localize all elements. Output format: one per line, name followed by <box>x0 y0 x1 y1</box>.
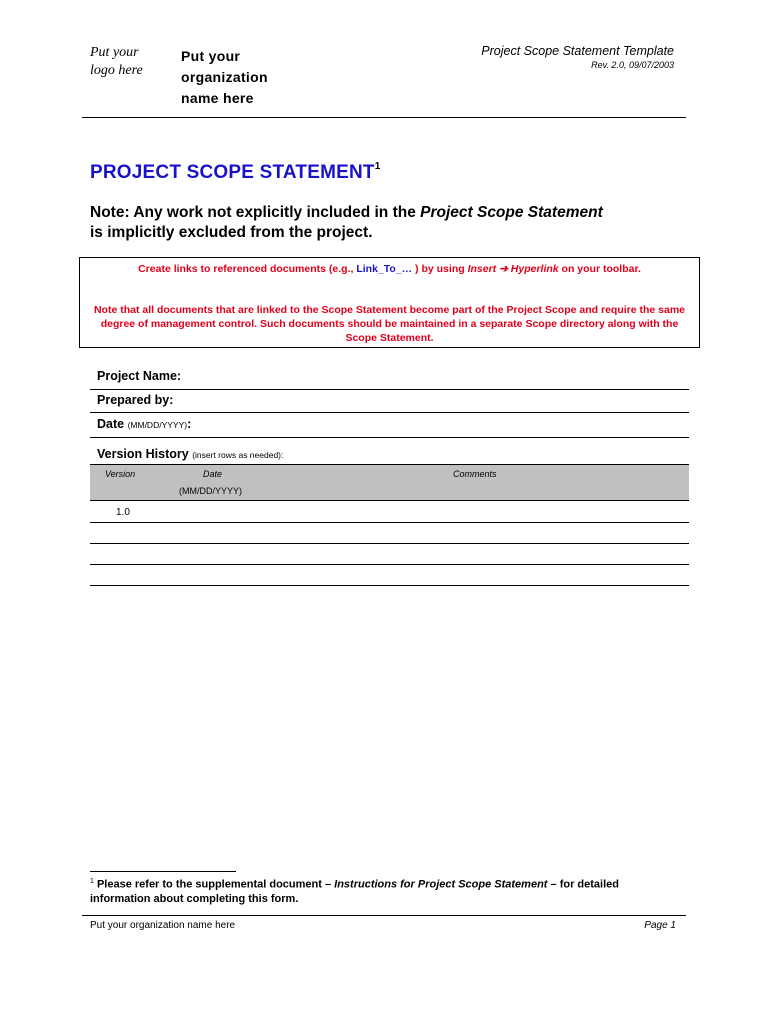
version-column-header: Version <box>105 469 136 479</box>
footnote-text-b: – for detailed information about completing this form. <box>90 878 619 905</box>
org-line-2: organization <box>181 69 268 85</box>
row-2-divider <box>90 543 689 544</box>
date-field[interactable] <box>90 437 689 438</box>
logo-line-1: Put your <box>90 45 139 60</box>
note-prefix: Note: Any work not explicitly included in the <box>90 204 421 221</box>
project-name-label: Project Name: <box>97 369 182 383</box>
footnote-separator <box>90 871 236 872</box>
footer-divider <box>82 915 686 916</box>
insert-hyperlink-menu-path: Insert ➔ Hyperlink <box>467 263 559 275</box>
date-colon: : <box>187 417 192 431</box>
project-name-field[interactable] <box>90 389 689 390</box>
instructions-text-b: ) by using <box>412 263 468 275</box>
date-format-hint: (MM/DD/YYYY) <box>127 420 188 430</box>
logo-line-2: logo here <box>90 63 143 78</box>
row-1-version[interactable]: 1.0 <box>116 507 130 518</box>
revision-info: Rev. 2.0, 09/07/2003 <box>591 60 674 70</box>
page-number: Page 1 <box>644 920 676 931</box>
header-divider <box>82 117 686 118</box>
footnote-reference: 1 <box>374 160 381 172</box>
version-history-text: Version History <box>97 447 189 461</box>
footnote-text-a: Please refer to the supplemental document – <box>93 878 335 891</box>
date-column-format: (MM/DD/YYYY) <box>179 486 242 496</box>
prepared-by-label: Prepared by: <box>97 393 174 407</box>
footnote-mark: 1 <box>90 878 94 885</box>
row-4-divider <box>90 585 689 586</box>
instructions-box <box>79 257 700 348</box>
footnote <box>90 875 670 906</box>
prepared-by-field[interactable] <box>90 412 689 413</box>
comments-column-header: Comments <box>453 469 497 479</box>
date-column-header: Date <box>203 469 223 479</box>
template-title: Project Scope Statement Template <box>481 44 674 58</box>
instructions-paragraph: Note that all documents that are linked to the Scope Statement become part of the Project Scope and require the same degree of management control. Such documents should be maintained in a separate Scope directory along with the Scope Statement. <box>93 304 686 344</box>
version-table-header <box>90 464 689 501</box>
date-label <box>97 417 191 431</box>
version-history-hint: (insert rows as needed): <box>192 450 284 460</box>
footnote-document-title: Instructions for Project Scope Statement <box>334 878 548 891</box>
logo-placeholder <box>90 44 143 80</box>
page-title <box>90 162 380 184</box>
date-label-text: Date <box>97 417 125 431</box>
note-emphasis: Project Scope Statement <box>420 204 603 221</box>
scope-note <box>90 203 690 243</box>
instructions-text-a: Create links to referenced documents (e.g., <box>138 263 357 275</box>
instructions-line-1 <box>80 263 699 275</box>
organization-name <box>181 46 268 109</box>
footer-organization: Put your organization name here <box>90 920 236 931</box>
instructions-text-c: on your toolbar. <box>558 263 641 275</box>
row-3-divider <box>90 564 689 565</box>
example-link[interactable]: Link_To_… <box>356 263 413 275</box>
note-suffix: is implicitly excluded from the project. <box>90 224 373 241</box>
row-1-divider <box>90 522 689 523</box>
org-line-3: name here <box>181 90 254 106</box>
org-line-1: Put your <box>181 48 241 64</box>
version-history-label <box>97 447 283 461</box>
page-title-text: PROJECT SCOPE STATEMENT <box>90 162 375 183</box>
